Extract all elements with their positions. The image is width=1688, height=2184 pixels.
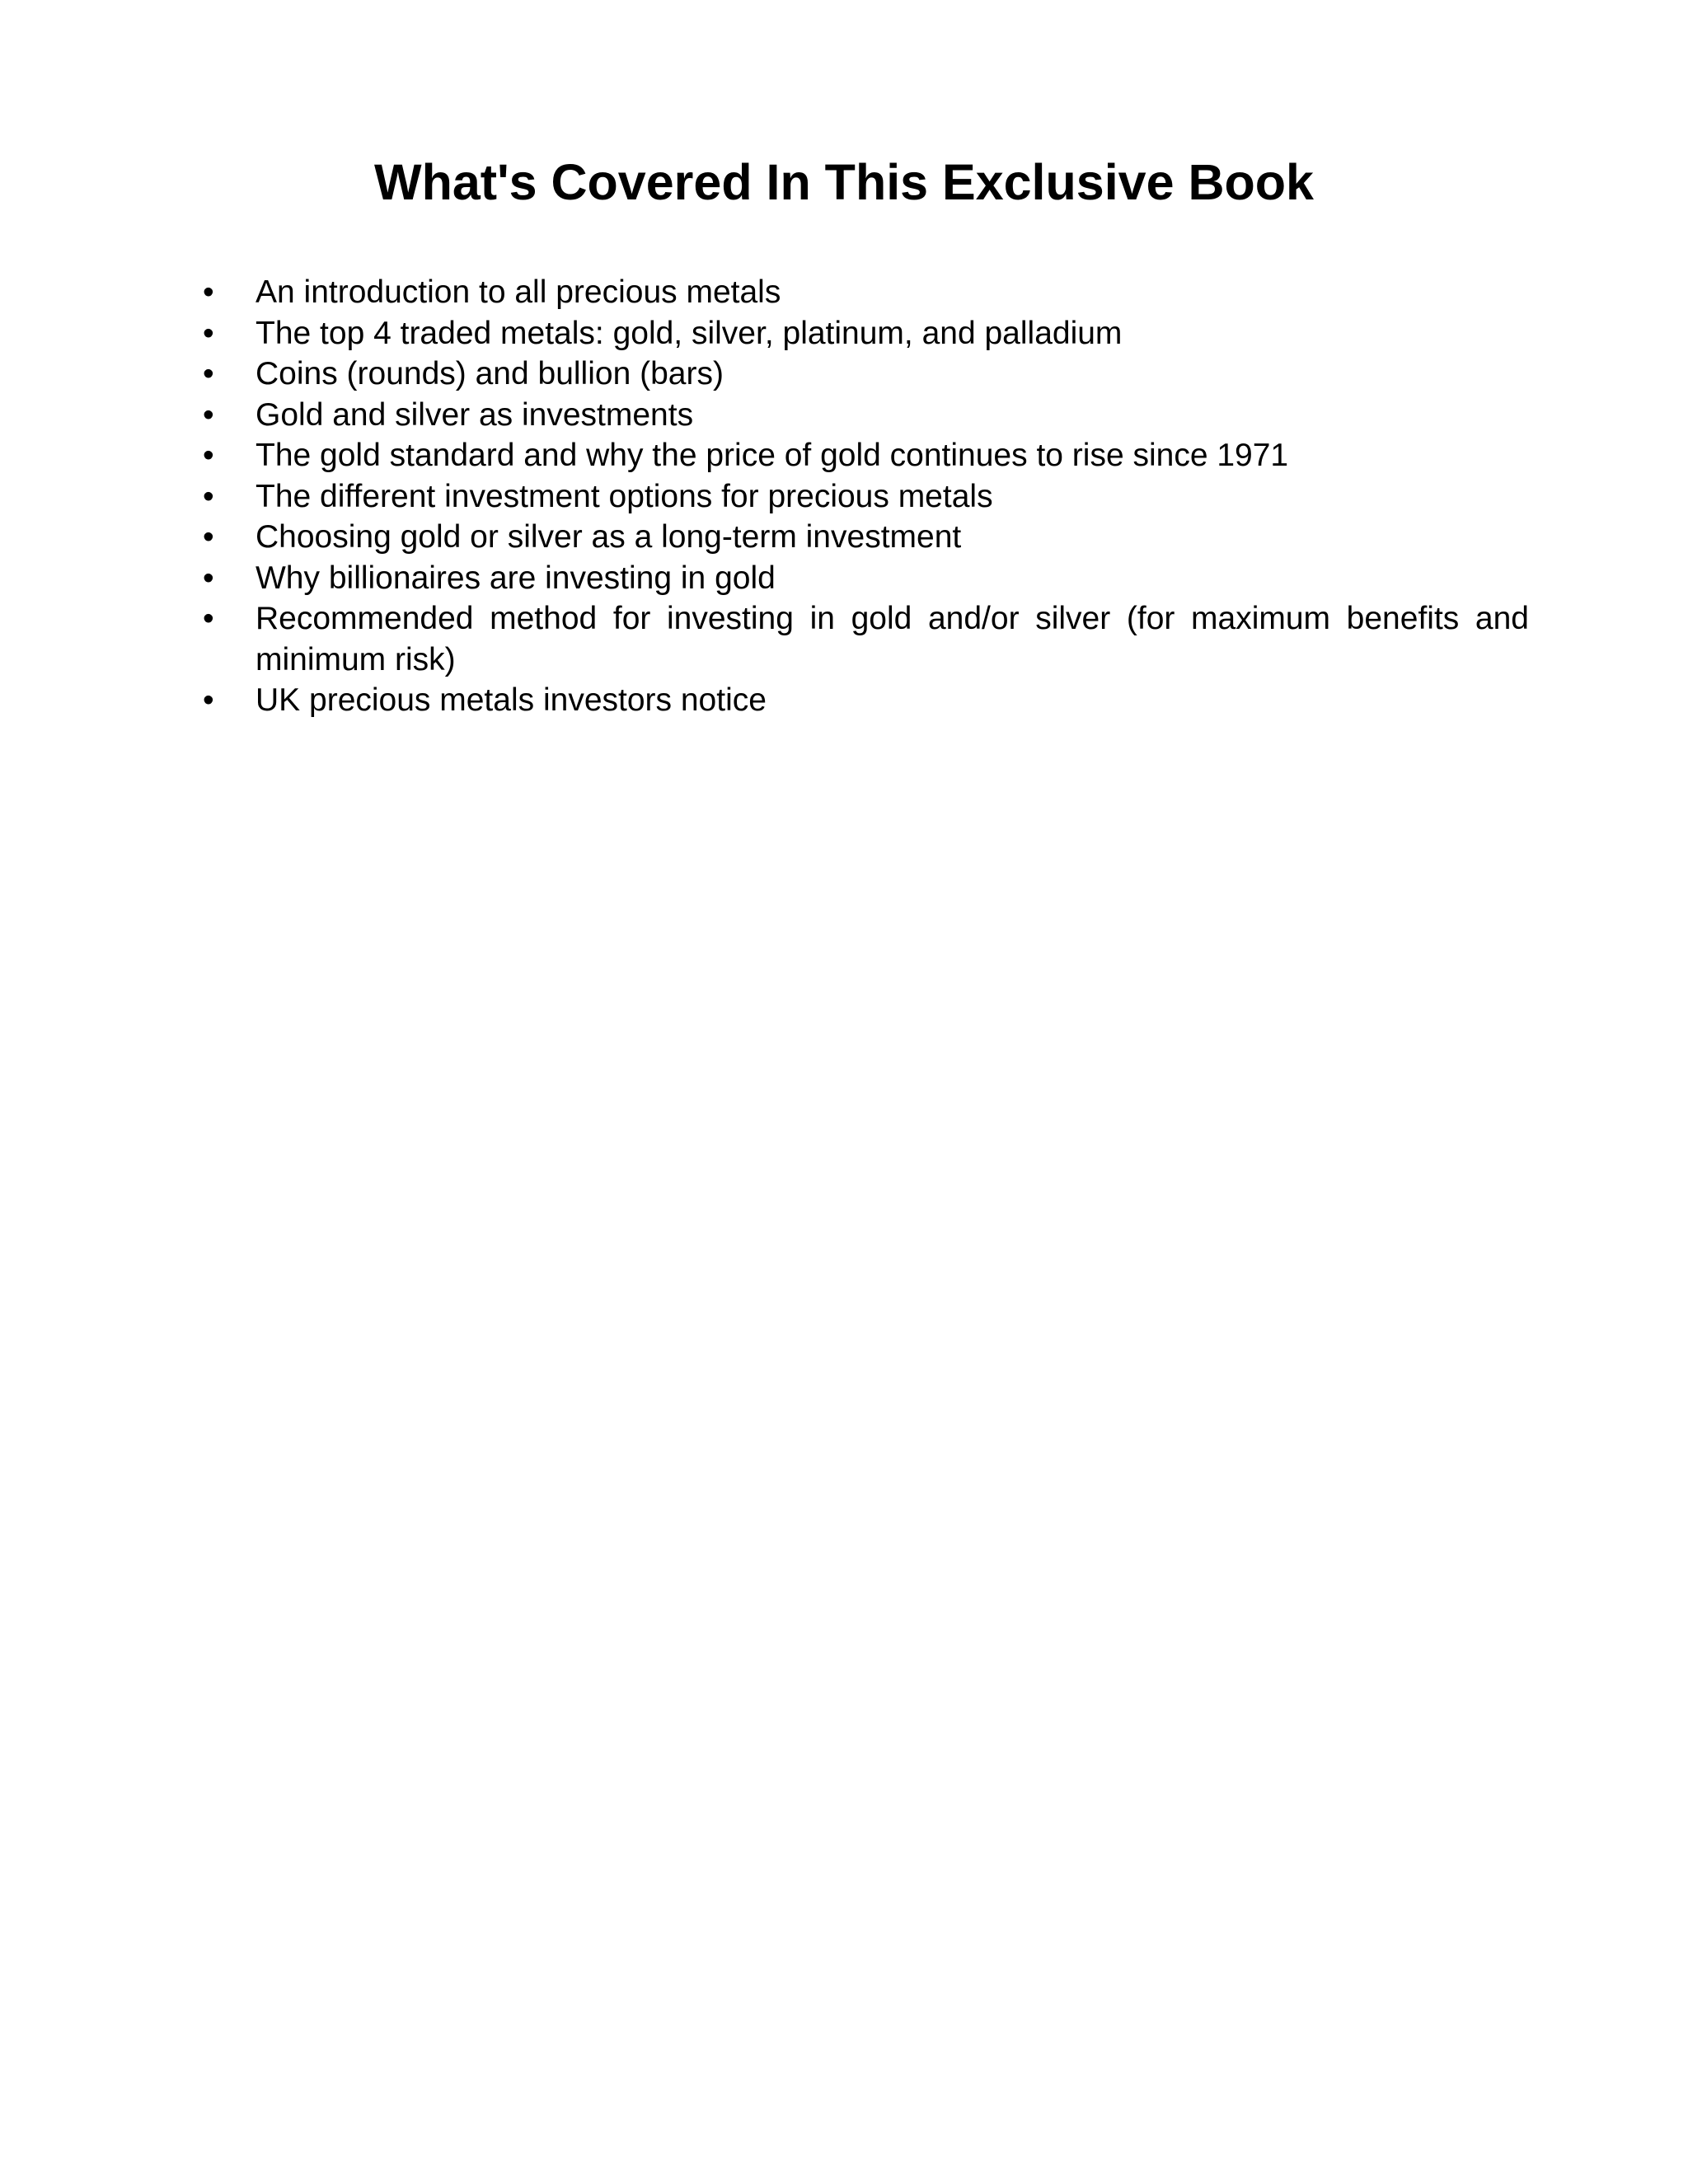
- page-title: What's Covered In This Exclusive Book: [374, 154, 1314, 210]
- list-item: [0, 517, 1529, 558]
- bullet-icon: •: [203, 396, 214, 433]
- list-item-text: An introduction to all precious metals: [256, 274, 781, 310]
- list-item-text: UK precious metals investors notice: [256, 682, 767, 718]
- list-item: [0, 680, 1529, 721]
- list-item-text: Gold and silver as investments: [256, 396, 694, 433]
- bullet-icon: •: [203, 274, 214, 310]
- list-item: [0, 313, 1529, 354]
- list-item-text: Coins (rounds) and bullion (bars): [256, 356, 724, 391]
- list-item-text: Why billionaires are investing in gold: [256, 560, 776, 596]
- bullet-icon: •: [203, 601, 214, 636]
- list-item: [0, 435, 1529, 476]
- list-item-text: The top 4 traded metals: gold, silver, platinum, and palladium: [256, 315, 1123, 351]
- list-item-text: The gold standard and why the price of gold continues to rise since 1971: [256, 438, 1289, 473]
- list-item-text: Choosing gold or silver as a long-term investment: [256, 519, 962, 555]
- bullet-icon: •: [203, 315, 214, 351]
- list-item-text: Recommended method for investing in gold and/or silver (for maximum benefits and minimum risk): [256, 601, 1529, 677]
- bullet-icon: •: [203, 519, 214, 555]
- list-item: [0, 598, 1529, 680]
- list-item: [0, 354, 1529, 395]
- contents-list: [0, 272, 1688, 721]
- bullet-icon: •: [203, 356, 214, 391]
- bullet-icon: •: [203, 438, 214, 473]
- list-item: [0, 476, 1529, 518]
- bullet-icon: •: [203, 560, 214, 596]
- list-item: [0, 272, 1529, 313]
- bullet-icon: •: [203, 682, 214, 718]
- bullet-icon: •: [203, 478, 214, 514]
- list-item: [0, 395, 1529, 436]
- list-item-text: The different investment options for precious metals: [256, 478, 993, 514]
- list-item: [0, 558, 1529, 599]
